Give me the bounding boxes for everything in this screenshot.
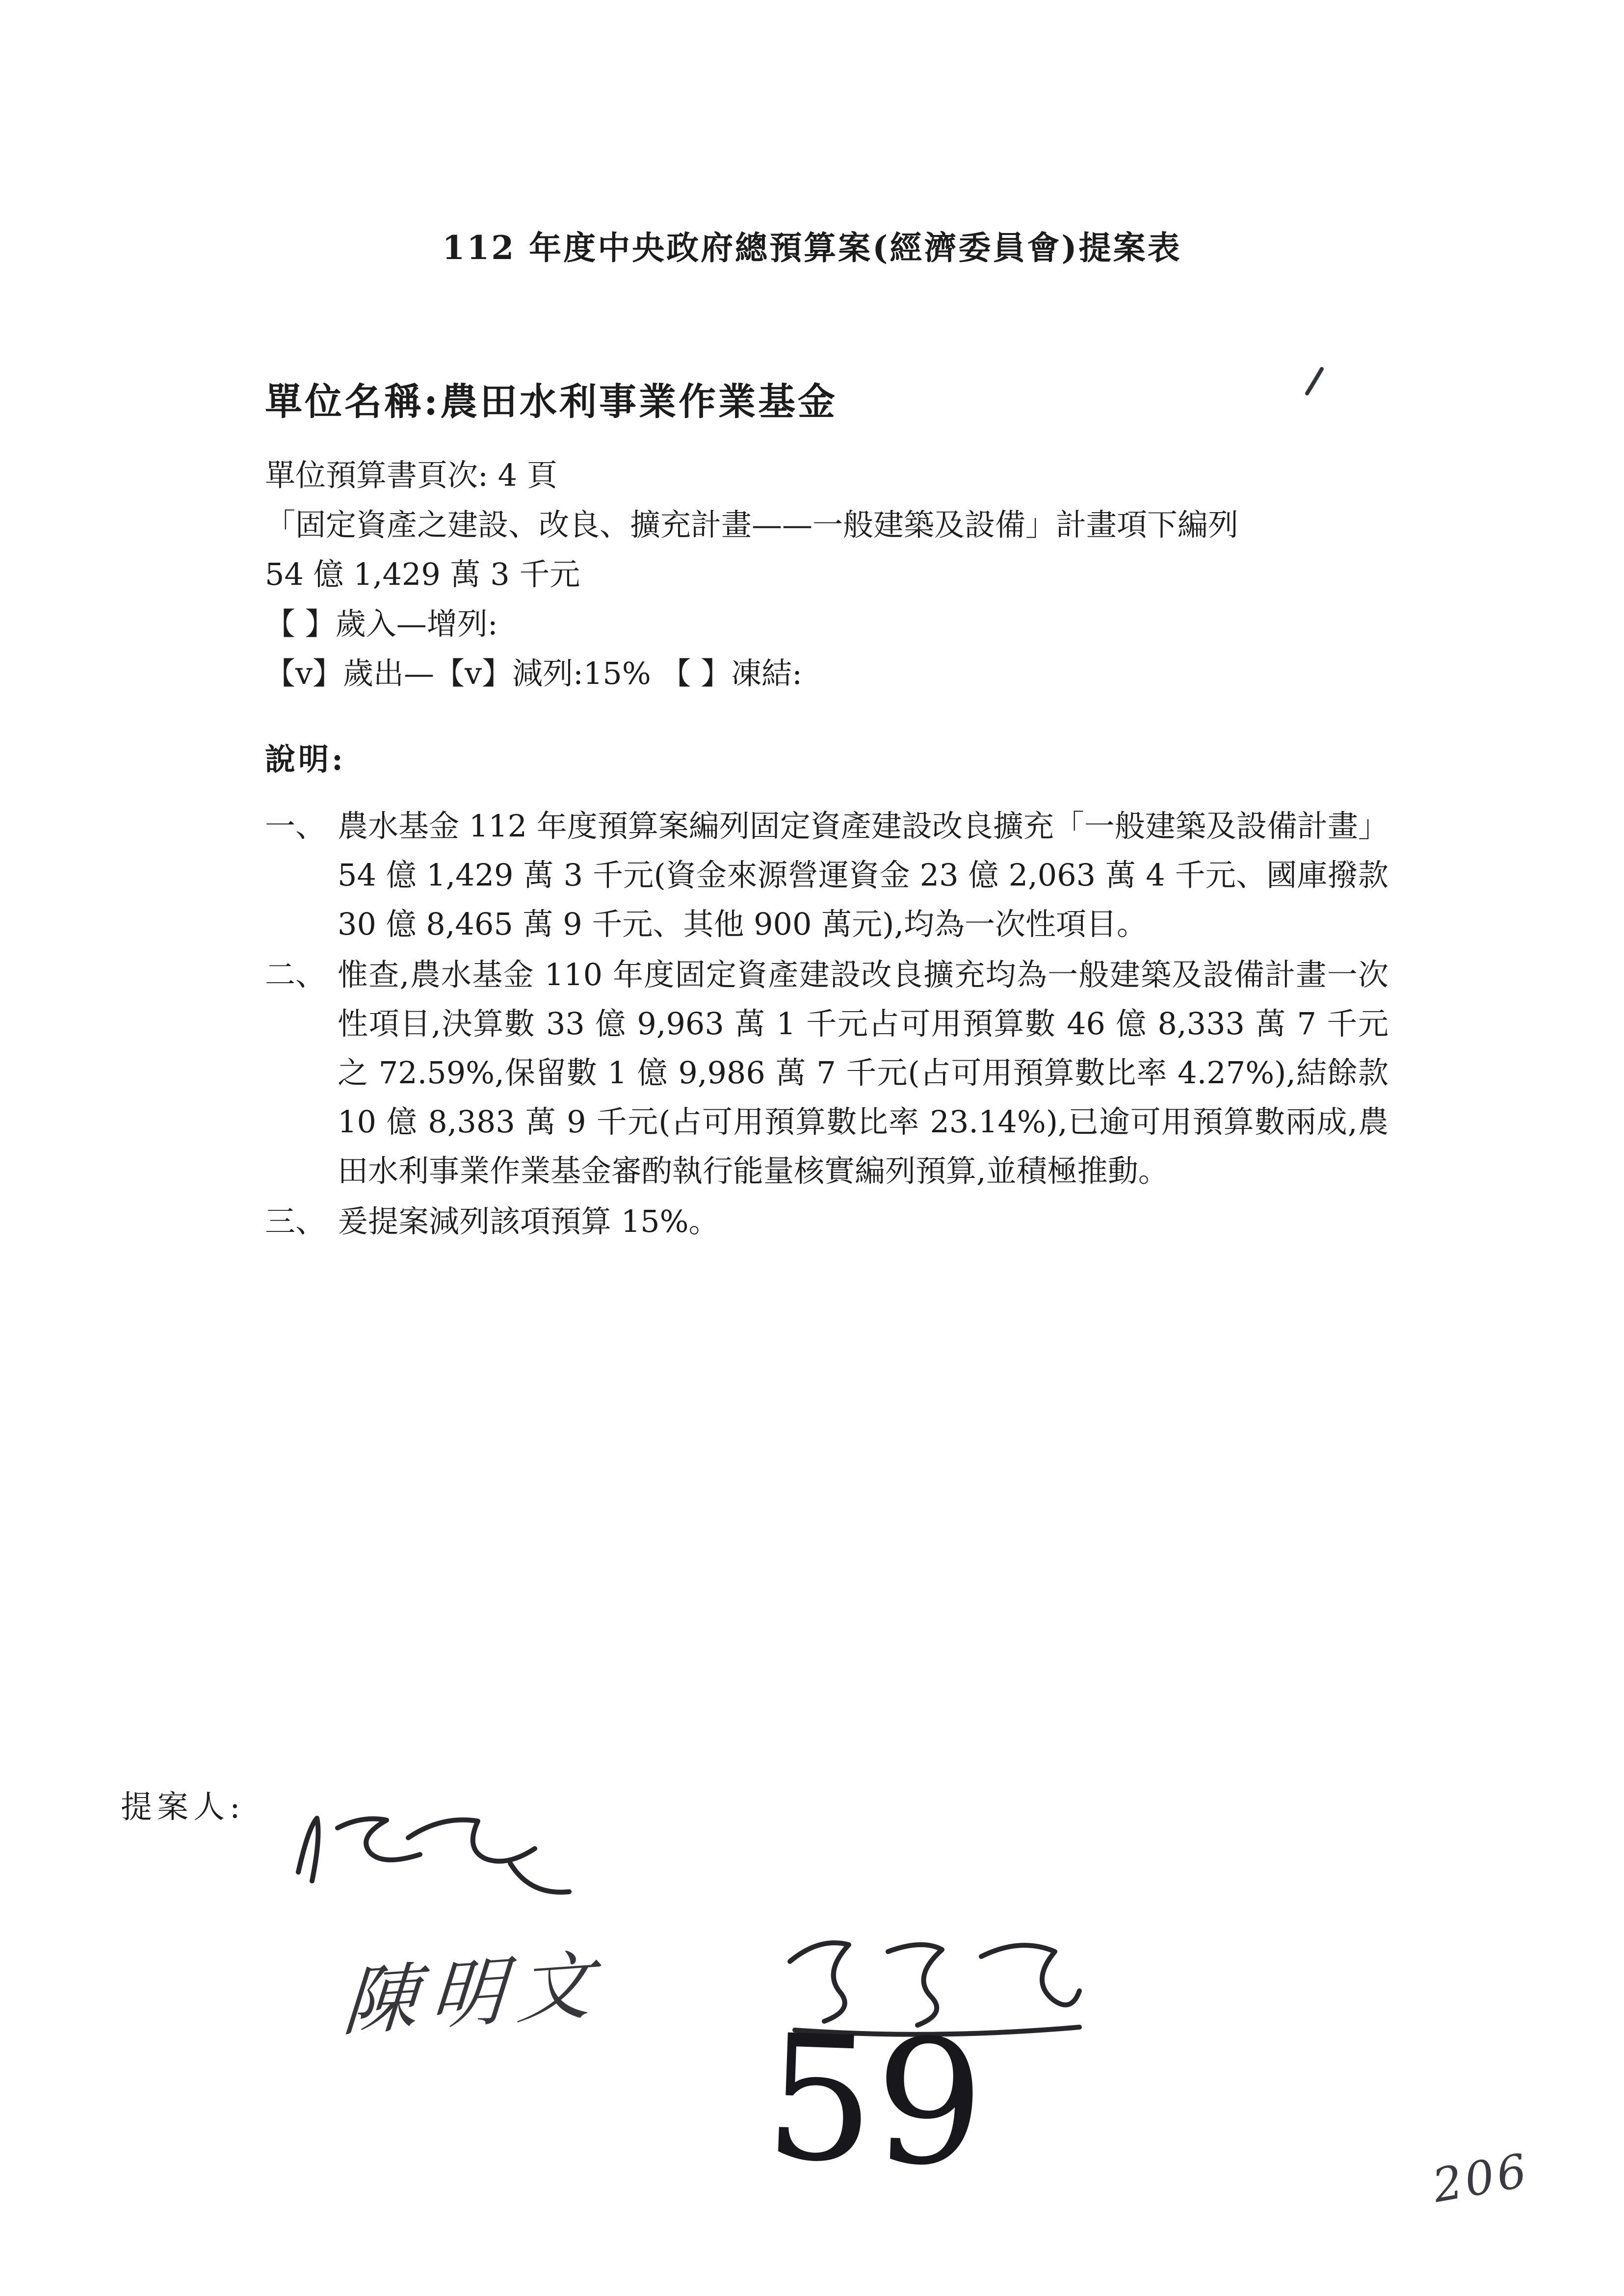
explanation-item-3 xyxy=(265,1197,1388,1246)
proposer-label: 提案人: xyxy=(121,1789,245,1826)
corner-page-number: 206 xyxy=(1429,2143,1534,2214)
document-title: 112 年度中央政府總預算案(經濟委員會)提案表 xyxy=(442,229,1182,267)
signature-scribble-1 xyxy=(280,1790,584,1912)
item-text: 惟查,農水基金 110 年度固定資產建設改良擴充均為一般建築及設備計畫一次性項目,決算數 33 億 9,963 萬 1 千元占可用預算數 46 億 8,333 萬 7 千元之 72.59%,保留數 1 億 9,986 萬 7 千元(占可用預算數比率 4.27%),結餘款 10 億 8,383 萬 9 千元(占可用預算數比率 23.14%),已逾可用預算數兩成,農田水利事業作業基金審酌執行能量核實編列預算,並積極推動。 xyxy=(338,957,1388,1189)
item-number: 一、 xyxy=(265,808,326,844)
signature-name: 陳明文 xyxy=(340,1940,608,2047)
handwritten-big-number: 59 xyxy=(762,1997,988,2205)
pen-mark xyxy=(1300,364,1330,398)
item-text: 爰提案減列該項預算 15%。 xyxy=(338,1203,719,1239)
unit-name-heading: 單位名稱:農田水利事業作業基金 xyxy=(265,380,838,423)
revenue-checkbox-line: 【 】歲入—增列: xyxy=(265,606,498,642)
explanation-heading: 說明: xyxy=(265,741,346,777)
expenditure-checkbox-line: 【v】歲出—【v】減列:15% 【 】凍結: xyxy=(265,655,803,691)
budget-book-page-line: 單位預算書頁次: 4 頁 xyxy=(265,457,557,493)
explanation-item-2 xyxy=(265,950,1388,1196)
plan-item-line: 「固定資產之建設、改良、擴充計畫——一般建築及設備」計畫項下編列 xyxy=(265,507,1239,543)
amount-line: 54 億 1,429 萬 3 千元 xyxy=(265,556,580,592)
item-number: 二、 xyxy=(265,957,326,992)
budget-meta-block xyxy=(265,450,1403,698)
item-text: 農水基金 112 年度預算案編列固定資產建設改良擴充「一般建築及設備計畫」54 億 1,429 萬 3 千元(資金來源營運資金 23 億 2,063 萬 4 千元、國庫撥款 30 億 8,465 萬 9 千元、其他 900 萬元),均為一次性項目。 xyxy=(338,808,1388,942)
item-number: 三、 xyxy=(265,1203,326,1239)
explanation-section xyxy=(265,735,1388,1248)
explanation-item-1 xyxy=(265,802,1388,949)
